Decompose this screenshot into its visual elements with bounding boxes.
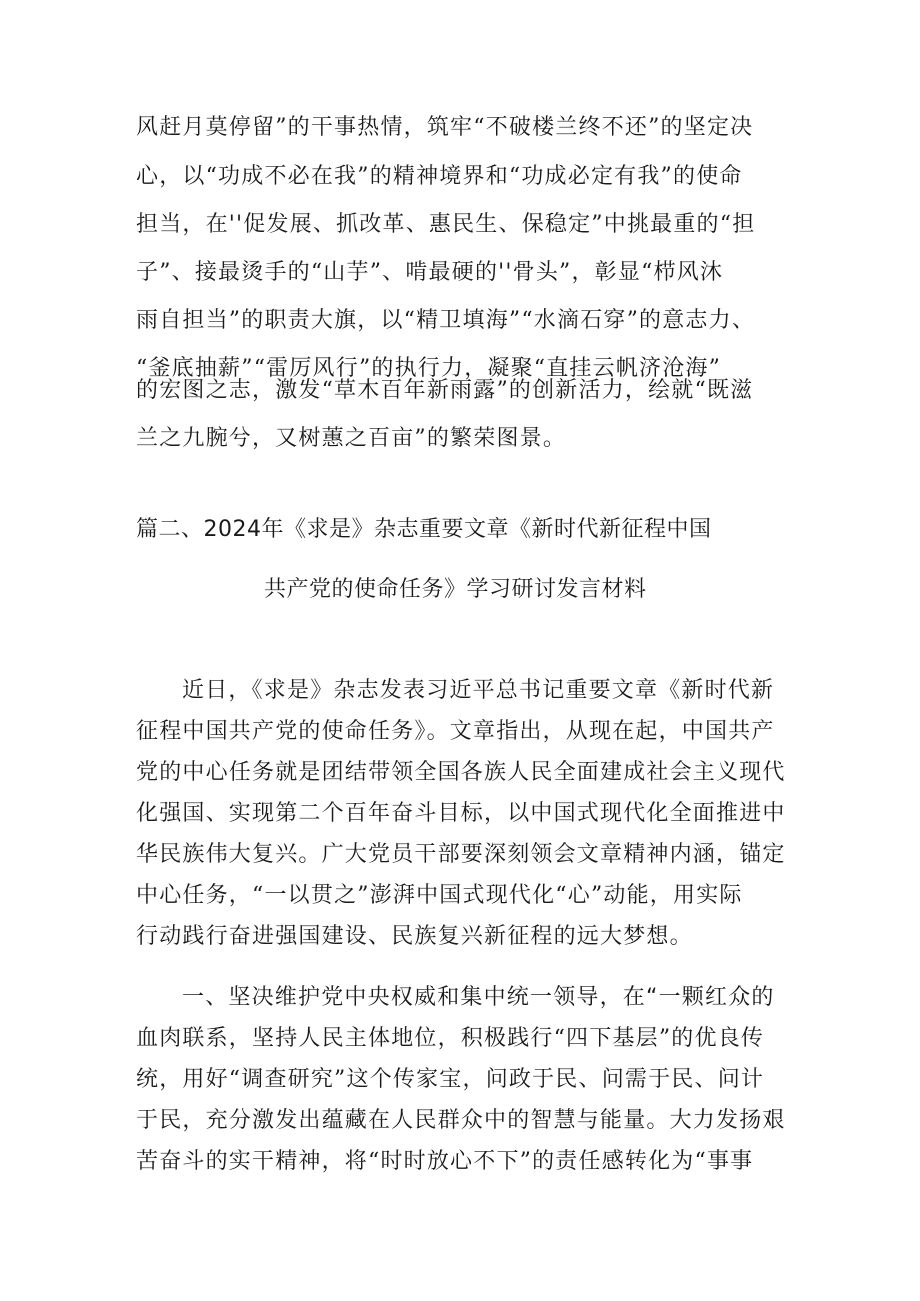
- text-line: 党的中心任务就是团结带领全国各族人民全面建成社会主义现代: [136, 760, 786, 785]
- text-line: 苦奋斗的实干精神，将“时时放心不下”的责任感转化为“事事: [136, 1149, 754, 1174]
- text-line: 子”、接最烫手的“山芋”、啃最硬的''骨头”，彰显“栉风沐: [136, 260, 724, 285]
- section-title-line-1: 篇二、2024年《求是》杂志重要文章《新时代新征程中国: [136, 517, 712, 542]
- text-line: 担当，在''促发展、抓改革、惠民生、保稳定”中挑最重的“担: [136, 212, 756, 237]
- text-line: 华民族伟大复兴。广大党员干部要深刻领会文章精神内涵，锚定: [136, 842, 786, 867]
- text-line: 近日，《求是》杂志发表习近平总书记重要文章《新时代新: [182, 678, 775, 703]
- text-line: 心，以“功成不必在我”的精神境界和“功成必定有我”的使命: [136, 164, 743, 189]
- subheading-tail: 众的: [728, 985, 775, 1010]
- text-line: 统，用好“调查研究”这个传家宝，问政于民、问需于民、问计: [136, 1067, 765, 1092]
- section-title-line-2: 共产党的使命任务》学习研讨发言材料: [264, 577, 647, 602]
- subheading-text: 一、坚决维护党中央权威和集中统一领导，在“一颗红: [182, 985, 729, 1010]
- text-line: 雨自担当”的职责大旗，以“精卫填海”“水滴石穿”的意志力、: [136, 308, 756, 333]
- text-line: 风赶月莫停留”的干事热情，筑牢“不破楼兰终不还”的坚定决: [136, 115, 754, 140]
- text-line: 中心任务，“一以贯之”澎湃中国式现代化“心”动能，用实际: [136, 883, 743, 908]
- text-line: “釜底抽薪”“雷厉风行”的执行力，凝聚“直挂云帆济沧海”: [136, 356, 722, 381]
- text-line: 于民，充分激发出蕴藏在人民群众中的智慧与能量。大力发扬艰: [136, 1108, 786, 1133]
- text-line: 化强国、实现第二个百年奋斗目标，以中国式现代化全面推进中: [136, 801, 786, 826]
- text-line: 的宏图之志，激发“草木百年新雨露”的创新活力，绘就“既滋: [136, 378, 754, 403]
- text-line: 血肉联系，坚持人民主体地位，积极践行“四下基层”的优良传: [136, 1026, 765, 1051]
- subheading: [182, 983, 775, 1013]
- text-line: 行动践行奋进强国建设、民族复兴新征程的远大梦想。: [136, 924, 693, 949]
- text-line: 兰之九腕兮，又树蕙之百亩”的繁荣图景。: [136, 426, 567, 451]
- text-line: 征程中国共产党的使命任务》。文章指出，从现在起，中国共产: [136, 719, 775, 744]
